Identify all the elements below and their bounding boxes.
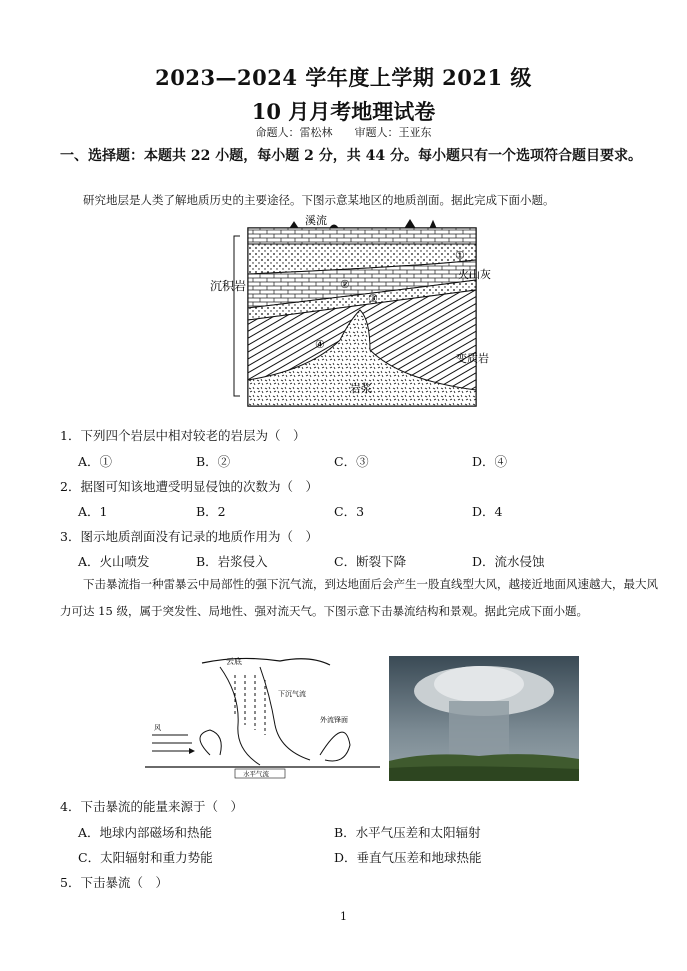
label-wind: 风 (154, 724, 161, 732)
exam-title-line1: 2023—2024 学年度上学期 2021 级 (155, 65, 532, 90)
question-3-option-d: D．流水侵蚀 (472, 554, 545, 569)
question-1-option-a: A．① (78, 454, 113, 469)
label-cloud-base: 云底 (226, 657, 242, 666)
downburst-photo (389, 656, 579, 781)
question-2-option-a: A．1 (78, 504, 108, 519)
page-number: 1 (340, 910, 347, 923)
label-horizontal-flow: 水平气流 (243, 770, 269, 778)
label-magma: 岩浆 (350, 382, 372, 395)
question-3-option-b: B．岩浆侵入 (196, 554, 268, 569)
question-4-option-a: A．地球内部磁场和热能 (78, 825, 213, 840)
exam-title-line2: 10 月月考地理试卷 (251, 99, 436, 124)
intro-paragraph-2: 下击暴流指一种雷暴云中局部性的强下沉气流，到达地面后会产生一股直线型大风，越接近地面风速越大，最大风力可达 15 级，属于突发性、局地性、强对流天气。下图示意下击暴流结构和景观。据此完成下面小题。 (60, 577, 658, 618)
question-1-stem: 1．下列四个岩层中相对较老的岩层为（ ） (60, 428, 306, 443)
label-layer-3: ③ (368, 292, 378, 305)
label-layer-1: ① (455, 249, 465, 262)
question-3-option-a: A．火山喷发 (78, 554, 150, 569)
label-layer-2: ② (340, 278, 350, 291)
geology-cross-section-figure (200, 210, 500, 410)
question-3-stem: 3．图示地质剖面没有记录的地质作用为（ ） (60, 529, 318, 544)
label-metamorphic: 变质岩 (456, 352, 489, 365)
authors-line: 命题人：雷松林 审题人：王亚东 (255, 126, 432, 139)
label-sedimentary: 沉积岩 (210, 279, 247, 293)
question-3-option-c: C．断裂下降 (334, 554, 407, 569)
section-heading: 一、选择题：本题共 22 小题，每小题 2 分，共 44 分。每小题只有一个选项符合题目要求。 (60, 148, 642, 164)
label-stream: 溪流 (305, 214, 327, 227)
question-1-option-b: B．② (196, 454, 231, 469)
question-2-option-d: D．4 (472, 504, 503, 519)
label-outflow-front: 外流锋面 (320, 716, 348, 724)
question-4-option-d: D．垂直气压差和地球热能 (334, 850, 482, 865)
label-layer-4: ④ (315, 338, 325, 351)
label-volcanic-ash: 火山灰 (458, 268, 491, 281)
downburst-structure-diagram (140, 655, 385, 780)
question-5-stem: 5．下击暴流（ ） (60, 875, 168, 890)
label-downdraft: 下沉气流 (278, 690, 306, 698)
intro-paragraph-1: 研究地层是人类了解地质历史的主要途径。下图示意某地区的地质剖面。据此完成下面小题。 (83, 193, 555, 207)
question-1-option-c: C．③ (334, 454, 369, 469)
question-2-option-c: C．3 (334, 504, 365, 519)
question-4-stem: 4．下击暴流的能量来源于（ ） (60, 799, 243, 814)
question-2-stem: 2．据图可知该地遭受明显侵蚀的次数为（ ） (60, 479, 318, 494)
question-4-option-c: C．太阳辐射和重力势能 (78, 850, 213, 865)
question-4-option-b: B．水平气压差和太阳辐射 (334, 825, 481, 840)
question-1-option-d: D．④ (472, 454, 508, 469)
question-2-option-b: B．2 (196, 504, 226, 519)
